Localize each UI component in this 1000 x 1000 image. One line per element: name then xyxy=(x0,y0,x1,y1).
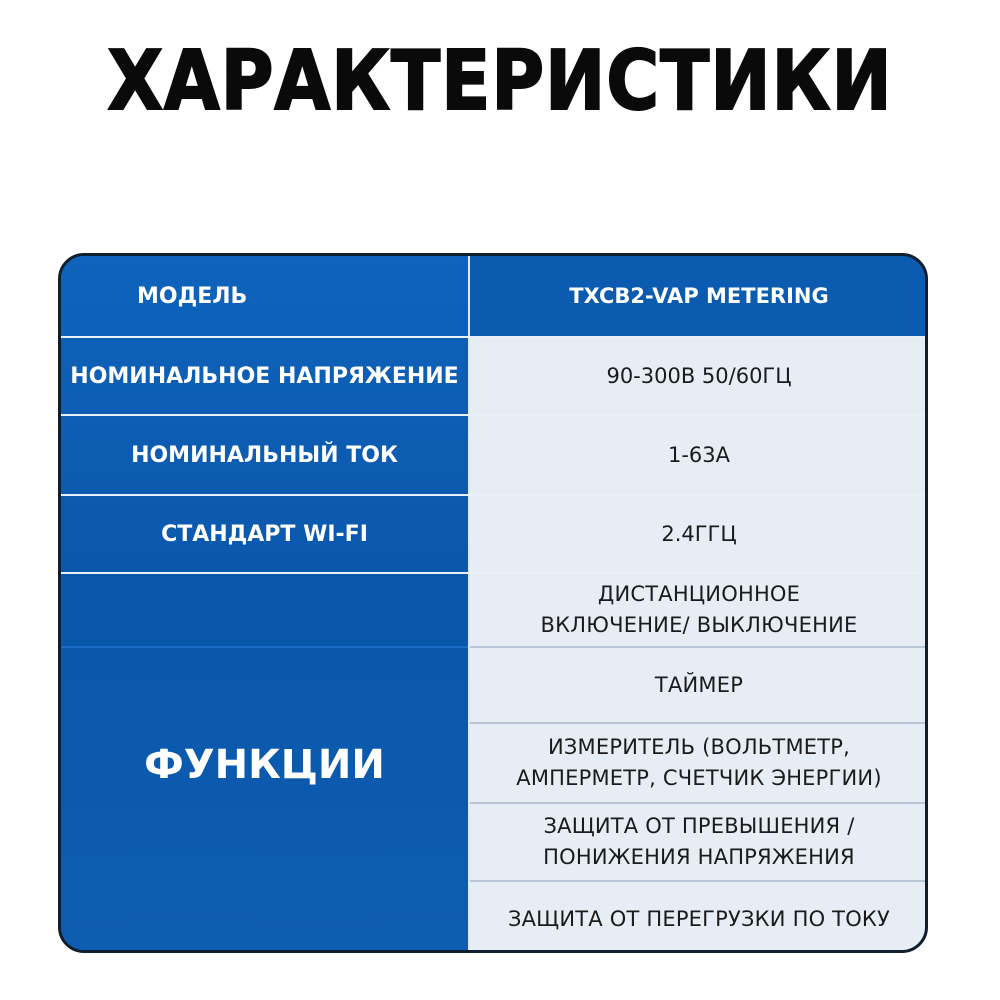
function-item xyxy=(470,574,928,646)
model-label: МОДЕЛЬ xyxy=(137,283,248,309)
function-remote-line2: ВКЛЮЧЕНИЕ/ ВЫКЛЮЧЕНИЕ xyxy=(540,613,858,637)
function-voltage-protection-line1: ЗАЩИТА ОТ ПРЕВЫШЕНИЯ / xyxy=(543,814,855,838)
wifi-value: 2.4ГГЦ xyxy=(470,496,928,572)
current-label: НОМИНАЛЬНЫЙ ТОК xyxy=(131,442,398,468)
row-divider xyxy=(61,494,928,496)
row-divider-faint xyxy=(61,646,468,648)
function-meter-line2: АМПЕРМЕТР, СЧЕТЧИК ЭНЕРГИИ) xyxy=(516,766,882,790)
row-divider xyxy=(61,414,928,416)
function-timer: ТАЙМЕР xyxy=(654,672,744,697)
function-voltage-protection-line2: ПОНИЖЕНИЯ НАПРЯЖЕНИЯ xyxy=(543,845,855,869)
row-divider xyxy=(470,880,928,882)
function-overload-protection: ЗАЩИТА ОТ ПЕРЕГРУЗКИ ПО ТОКУ xyxy=(507,906,891,931)
page-title: ХАРАКТЕРИСТИКИ xyxy=(107,34,893,129)
spec-table xyxy=(58,253,928,953)
function-item xyxy=(470,724,928,802)
function-remote-line1: ДИСТАНЦИОННОЕ xyxy=(597,582,801,606)
model-value: TXCB2-VAP METERING xyxy=(569,283,829,308)
row-divider xyxy=(61,572,928,574)
row-divider xyxy=(470,802,928,804)
row-divider xyxy=(61,336,928,338)
functions-label: ФУНКЦИИ xyxy=(144,742,385,788)
current-value: 1-63А xyxy=(470,416,928,494)
function-item xyxy=(470,804,928,880)
function-item xyxy=(470,882,928,953)
row-divider xyxy=(470,646,928,648)
voltage-value: 90-300В 50/60ГЦ xyxy=(470,338,928,414)
wifi-label: СТАНДАРТ WI-FI xyxy=(161,521,368,547)
column-divider xyxy=(468,256,470,953)
function-item xyxy=(470,648,928,722)
voltage-label: НОМИНАЛЬНОЕ НАПРЯЖЕНИЕ xyxy=(70,363,459,389)
row-divider xyxy=(470,722,928,724)
function-meter-line1: ИЗМЕРИТЕЛЬ (ВОЛЬТМЕТР, xyxy=(547,735,850,759)
